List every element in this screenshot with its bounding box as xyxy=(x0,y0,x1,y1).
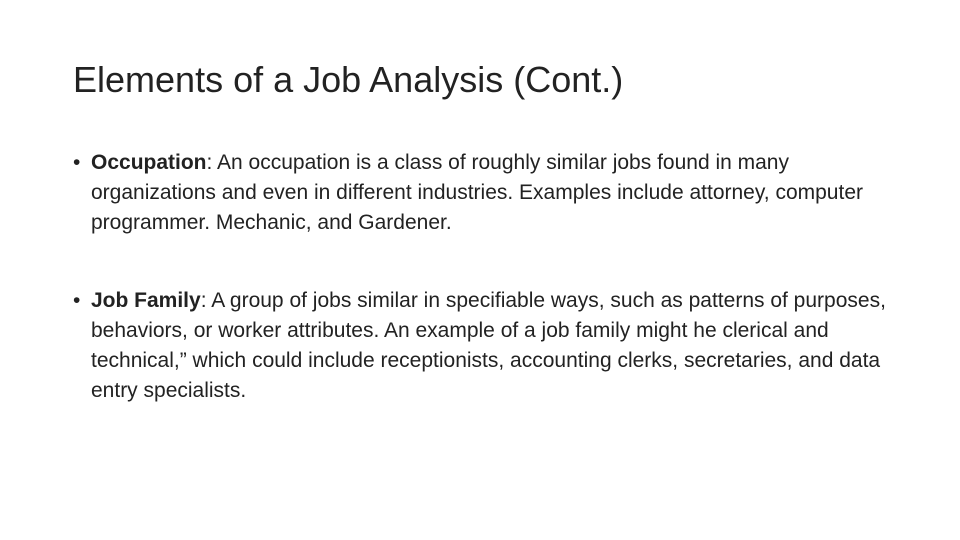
bullet-text: A group of jobs similar in specifiable ways, such as patterns of purposes, behaviors, or worker attributes. An example of a job family might he clerical and technical,” which could include receptionists, accounting clerks, secretaries, and data entry specialists. xyxy=(91,289,886,402)
bullet-item-job-family xyxy=(73,286,903,406)
bullet-list xyxy=(73,148,903,406)
bullet-term: Occupation xyxy=(91,151,207,174)
bullet-separator: : xyxy=(200,289,207,312)
bullet-term: Job Family xyxy=(91,289,201,312)
bullet-item-occupation xyxy=(73,148,903,238)
slide-title: Elements of a Job Analysis (Cont.) xyxy=(73,59,624,100)
bullet-text: An occupation is a class of roughly similar jobs found in many organizations and even in different industries. Examples include attorney, computer programmer. Mechanic, and Gardener. xyxy=(91,151,863,234)
bullet-marker: • xyxy=(73,151,81,174)
bullet-marker: • xyxy=(73,289,81,312)
bullet-separator: : xyxy=(206,151,213,174)
